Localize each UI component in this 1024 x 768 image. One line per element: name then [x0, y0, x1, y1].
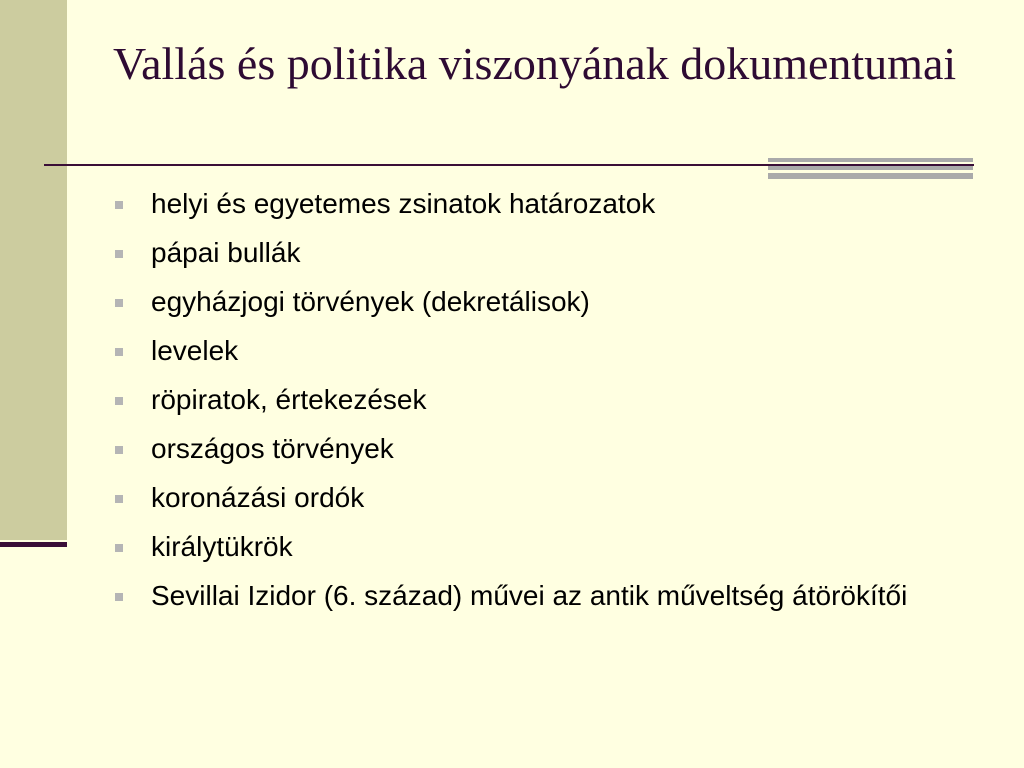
list-item: [113, 433, 973, 465]
list-item-text: helyi és egyetemes zsinatok határozatok: [151, 188, 656, 219]
list-item: [113, 531, 973, 563]
list-item-text: pápai bullák: [151, 237, 301, 268]
square-bullet-icon: [115, 446, 123, 454]
slide-title: Vallás és politika viszonyának dokumentumai: [113, 38, 957, 89]
list-item-text: királytükrök: [151, 531, 293, 562]
list-item: [113, 188, 973, 220]
square-bullet-icon: [115, 201, 123, 209]
square-bullet-icon: [115, 544, 123, 552]
bullet-list: [113, 188, 973, 629]
square-bullet-icon: [115, 299, 123, 307]
accent-bar: [768, 166, 973, 170]
square-bullet-icon: [115, 348, 123, 356]
list-item: [113, 237, 973, 269]
left-accent-line: [0, 542, 67, 547]
square-bullet-icon: [115, 397, 123, 405]
list-item-text: röpiratok, értekezések: [151, 384, 427, 415]
accent-bar: [768, 158, 973, 162]
list-item-text: országos törvények: [151, 433, 394, 464]
left-side-band: [0, 0, 67, 540]
accent-bars: [768, 158, 973, 180]
list-item: [113, 335, 973, 367]
list-item-text: egyházjogi törvények (dekretálisok): [151, 286, 590, 317]
list-item: [113, 580, 973, 612]
list-item: [113, 286, 973, 318]
square-bullet-icon: [115, 593, 123, 601]
list-item-text: levelek: [151, 335, 239, 366]
square-bullet-icon: [115, 250, 123, 258]
list-item: [113, 384, 973, 416]
list-item: [113, 482, 973, 514]
accent-bar: [768, 173, 973, 179]
list-item-text: koronázási ordók: [151, 482, 365, 513]
square-bullet-icon: [115, 495, 123, 503]
list-item-text: Sevillai Izidor (6. század) művei az antik műveltség átörökítői: [151, 580, 908, 611]
